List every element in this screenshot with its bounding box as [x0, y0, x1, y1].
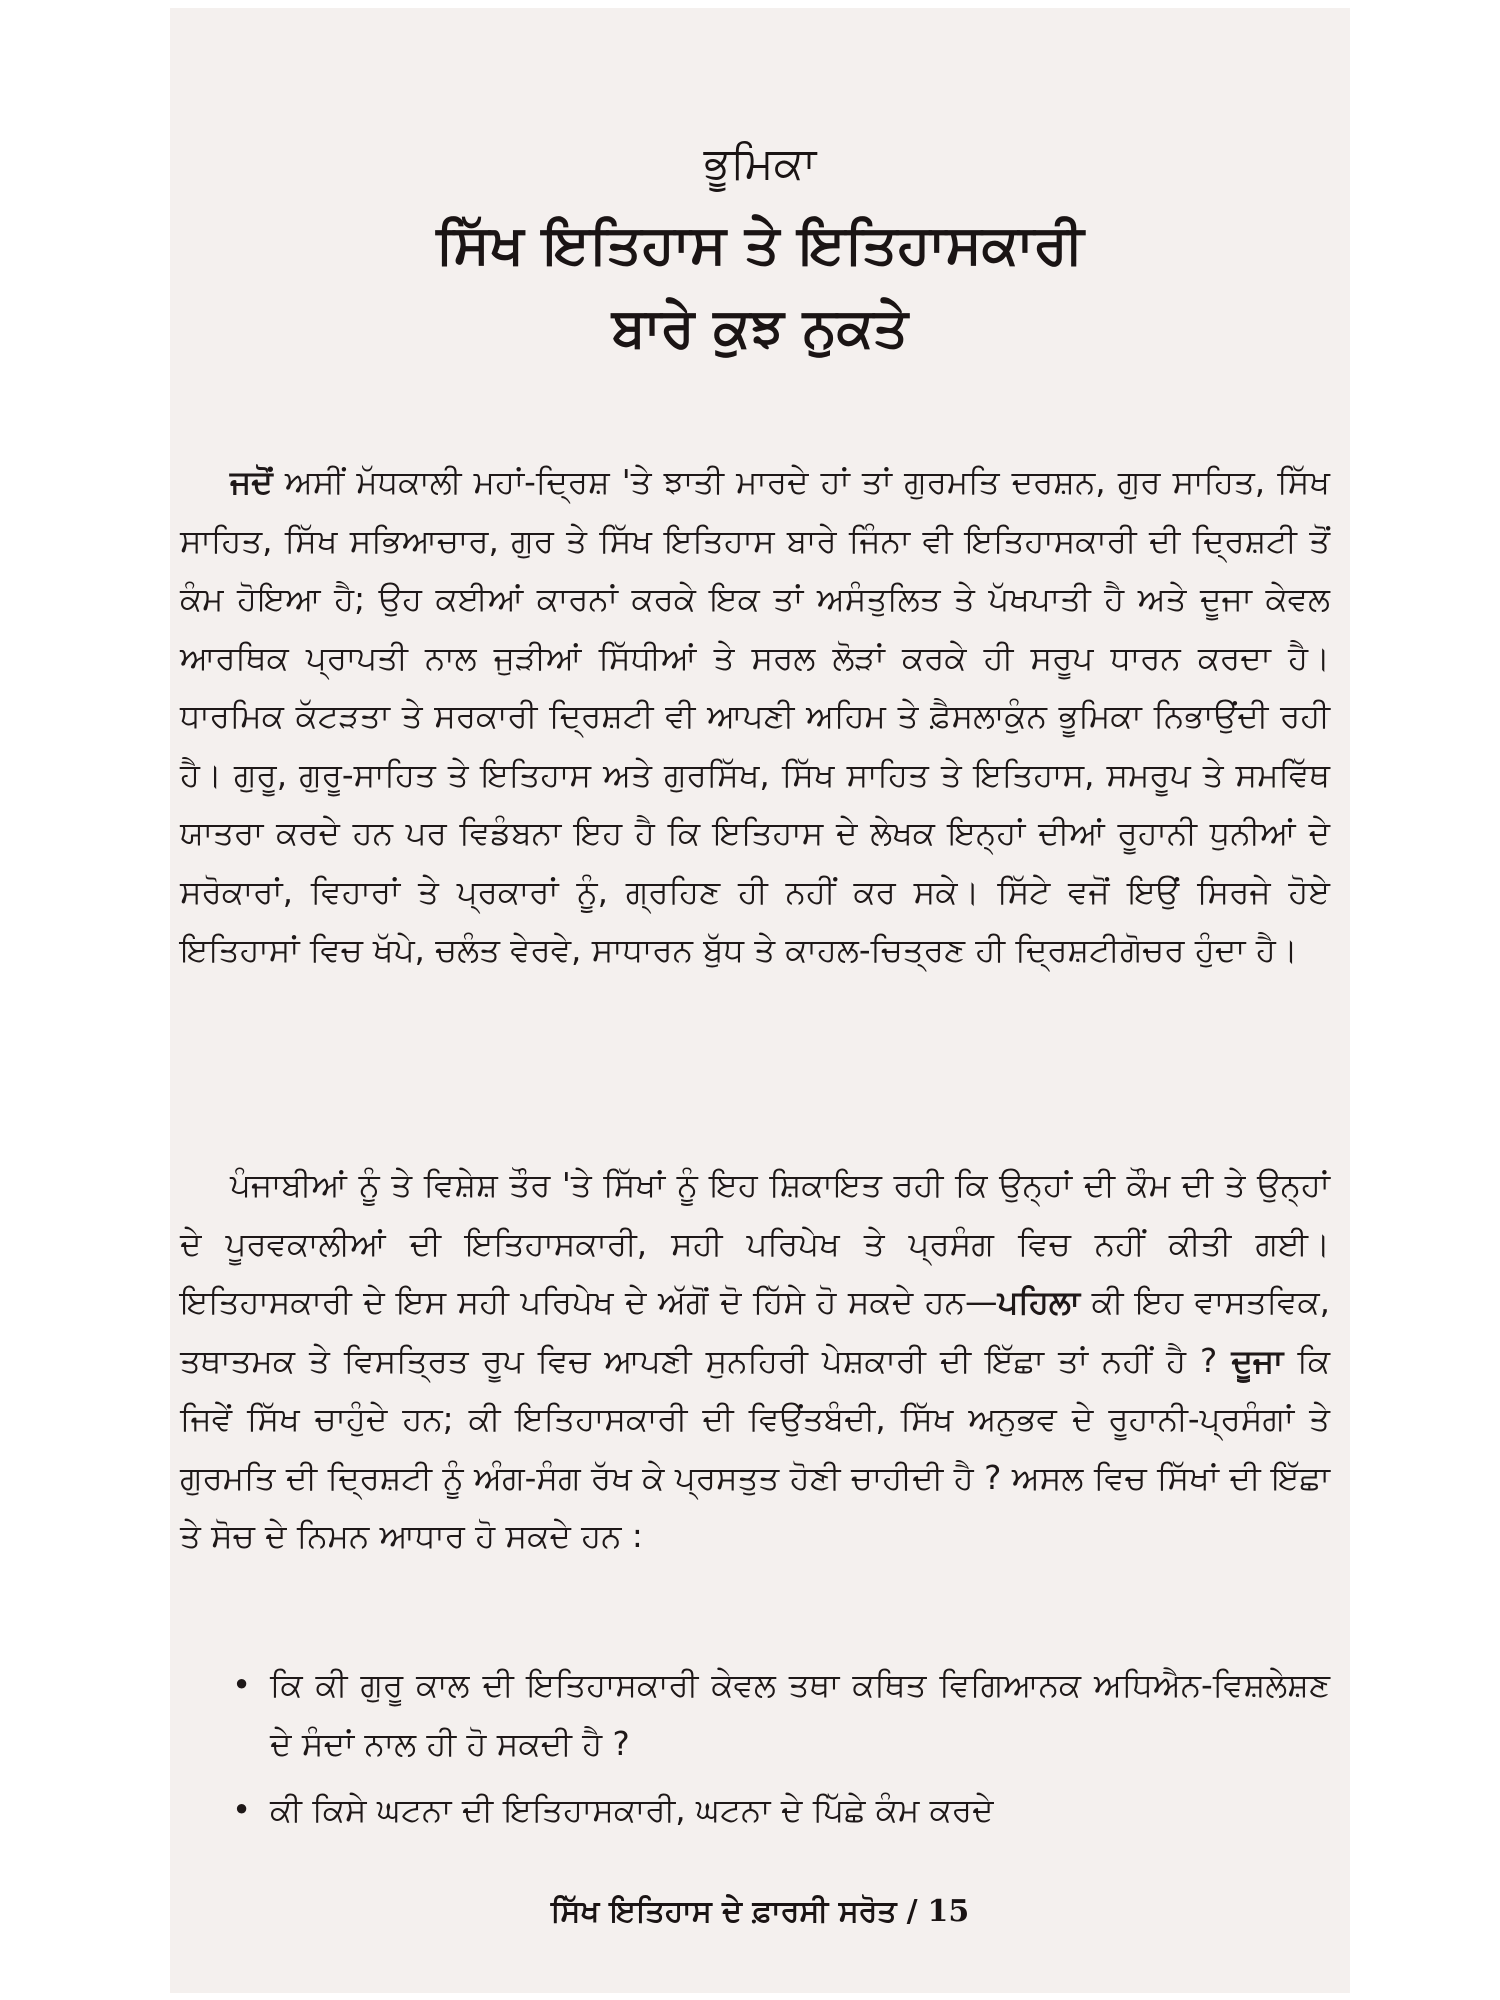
bullet-item [230, 1656, 1330, 1773]
paragraph-2 [180, 1156, 1330, 1566]
paragraph-1 [180, 453, 1330, 980]
paragraph-1-lead-word: ਜਦੋਂ [230, 463, 273, 501]
footer-book-title: ਸਿੱਖ ਇਤਿਹਾਸ ਦੇ ਫ਼ਾਰਸੀ ਸਰੋਤ [550, 1894, 897, 1929]
bullet-dot-icon: • [232, 1666, 252, 1704]
paragraph-2-bold-second: ਦੂਜਾ [1231, 1341, 1284, 1380]
bullet-text: ਕੀ ਕਿਸੇ ਘਟਨਾ ਦੀ ਇਤਿਹਾਸਕਾਰੀ, ਘਟਨਾ ਦੇ ਪਿੱਛੇ ਕੰਮ ਕਰਦੇ [270, 1791, 994, 1829]
book-page [170, 8, 1350, 1993]
page-number: 15 [927, 1894, 970, 1929]
page-footer [170, 1894, 1350, 1929]
section-label: ਭੂਮਿਕਾ [703, 138, 817, 189]
chapter-title-line-1: ਸਿੱਖ ਇਤਿਹਾਸ ਤੇ ਇਤਿਹਾਸਕਾਰੀ [436, 213, 1084, 276]
paragraph-2-text-a: ਪੰਜਾਬੀਆਂ ਨੂੰ ਤੇ ਵਿਸ਼ੇਸ਼ ਤੌਰ 'ਤੇ ਸਿੱਖਾਂ ਨੂੰ ਇਹ ਸ਼ਿਕਾਇਤ ਰਹੀ ਕਿ ਉਨ੍ਹਾਂ ਦੀ ਕੌਮ ਦੀ ਤੇ ਉਨ੍ਹਾਂ ਦੇ ਪੂਰਵਕਾਲੀਆਂ ਦੀ ਇਤਿਹਾਸਕਾਰੀ, ਸਹੀ ਪਰਿਪੇਖ ਤੇ ਪ੍ਰਸੰਗ ਵਿਚ ਨਹੀਂ ਕੀਤੀ ਗਈ। ਇਤਿਹਾਸਕਾਰੀ ਦੇ ਇਸ ਸਹੀ ਪਰਿਪੇਖ ਦੇ ਅੱਗੋਂ ਦੋ ਹਿੱਸੇ ਹੋ ਸਕਦੇ ਹਨ— [180, 1166, 1330, 1321]
chapter-title-line-2: ਬਾਰੇ ਕੁਝ ਨੁਕਤੇ [611, 296, 909, 359]
bullet-text: ਕਿ ਕੀ ਗੁਰੂ ਕਾਲ ਦੀ ਇਤਿਹਾਸਕਾਰੀ ਕੇਵਲ ਤਥਾ ਕਥਿਤ ਵਿਗਿਆਨਕ ਅਧਿਐਨ-ਵਿਸ਼ਲੇਸ਼ਣ ਦੇ ਸੰਦਾਂ ਨਾਲ ਹੀ ਹੋ ਸਕਦੀ ਹੈ ? [270, 1666, 1330, 1763]
paragraph-2-text-c: ਕਿ ਜਿਵੇਂ ਸਿੱਖ ਚਾਹੁੰਦੇ ਹਨ; ਕੀ ਇਤਿਹਾਸਕਾਰੀ ਦੀ ਵਿਉਂਤਬੰਦੀ, ਸਿੱਖ ਅਨੁਭਵ ਦੇ ਰੂਹਾਨੀ-ਪ੍ਰਸੰਗਾਂ ਤੇ ਗੁਰਮਤਿ ਦੀ ਦ੍ਰਿਸ਼ਟੀ ਨੂੰ ਅੰਗ-ਸੰਗ ਰੱਖ ਕੇ ਪ੍ਰਸਤੁਤ ਹੋਣੀ ਚਾਹੀਦੀ ਹੈ ? ਅਸਲ ਵਿਚ ਸਿੱਖਾਂ ਦੀ ਇੱਛਾ ਤੇ ਸੋਚ ਦੇ ਨਿਮਨ ਆਧਾਰ ਹੋ ਸਕਦੇ ਹਨ : [180, 1341, 1330, 1555]
paragraph-1-text: ਅਸੀਂ ਮੱਧਕਾਲੀ ਮਹਾਂ-ਦ੍ਰਿਸ਼ 'ਤੇ ਝਾਤੀ ਮਾਰਦੇ ਹਾਂ ਤਾਂ ਗੁਰਮਤਿ ਦਰਸ਼ਨ, ਗੁਰ ਸਾਹਿਤ, ਸਿੱਖ ਸਾਹਿਤ, ਸਿੱਖ ਸਭਿਆਚਾਰ, ਗੁਰ ਤੇ ਸਿੱਖ ਇਤਿਹਾਸ ਬਾਰੇ ਜਿੰਨਾ ਵੀ ਇਤਿਹਾਸਕਾਰੀ ਦੀ ਦ੍ਰਿਸ਼ਟੀ ਤੋਂ ਕੰਮ ਹੋਇਆ ਹੈ; ਉਹ ਕਈਆਂ ਕਾਰਨਾਂ ਕਰਕੇ ਇਕ ਤਾਂ ਅਸੰਤੁਲਿਤ ਤੇ ਪੱਖਪਾਤੀ ਹੈ ਅਤੇ ਦੂਜਾ ਕੇਵਲ ਆਰਥਿਕ ਪ੍ਰਾਪਤੀ ਨਾਲ ਜੁੜੀਆਂ ਸਿੱਧੀਆਂ ਤੇ ਸਰਲ ਲੋੜਾਂ ਕਰਕੇ ਹੀ ਸਰੂਪ ਧਾਰਨ ਕਰਦਾ ਹੈ। ਧਾਰਮਿਕ ਕੱਟੜਤਾ ਤੇ ਸਰਕਾਰੀ ਦ੍ਰਿਸ਼ਟੀ ਵੀ ਆਪਣੀ ਅਹਿਮ ਤੇ ਫ਼ੈਸਲਾਕੁੰਨ ਭੂਮਿਕਾ ਨਿਭਾਉਂਦੀ ਰਹੀ ਹੈ। ਗੁਰੂ, ਗੁਰੂ-ਸਾਹਿਤ ਤੇ ਇਤਿਹਾਸ ਅਤੇ ਗੁਰਸਿੱਖ, ਸਿੱਖ ਸਾਹਿਤ ਤੇ ਇਤਿਹਾਸ, ਸਮਰੂਪ ਤੇ ਸਮਵਿੱਥ ਯਾਤਰਾ ਕਰਦੇ ਹਨ ਪਰ ਵਿਡੰਬਨਾ ਇਹ ਹੈ ਕਿ ਇਤਿਹਾਸ ਦੇ ਲੇਖਕ ਇਨ੍ਹਾਂ ਦੀਆਂ ਰੂਹਾਨੀ ਧੁਨੀਆਂ ਦੇ ਸਰੋਕਾਰਾਂ, ਵਿਹਾਰਾਂ ਤੇ ਪ੍ਰਕਾਰਾਂ ਨੂੰ, ਗ੍ਰਹਿਣ ਹੀ ਨਹੀਂ ਕਰ ਸਕੇ। ਸਿੱਟੇ ਵਜੋਂ ਇਉਂ ਸਿਰਜੇ ਹੋਏ ਇਤਿਹਾਸਾਂ ਵਿਚ ਖੱਪੇ, ਚਲੰਤ ਵੇਰਵੇ, ਸਾਧਾਰਨ ਬੁੱਧ ਤੇ ਕਾਹਲ-ਚਿਤ੍ਰਣ ਹੀ ਦ੍ਰਿਸ਼ਟੀਗੋਚਰ ਹੁੰਦਾ ਹੈ। [180, 463, 1330, 969]
paragraph-2-bold-first: ਪਹਿਲਾ [997, 1283, 1081, 1321]
paragraph-2-text-b: ਕੀ ਇਹ ਵਾਸਤਵਿਕ, ਤਥਾਤਮਕ ਤੇ ਵਿਸਤ੍ਰਿਤ ਰੂਪ ਵਿਚ ਆਪਣੀ ਸੁਨਹਿਰੀ ਪੇਸ਼ਕਾਰੀ ਦੀ ਇੱਛਾ ਤਾਂ ਨਹੀਂ ਹੈ ? [180, 1283, 1331, 1380]
bullet-item [230, 1781, 1330, 1840]
bullet-dot-icon: • [232, 1791, 252, 1829]
footer-separator: / [906, 1894, 918, 1929]
bullet-list [230, 1656, 1330, 1848]
